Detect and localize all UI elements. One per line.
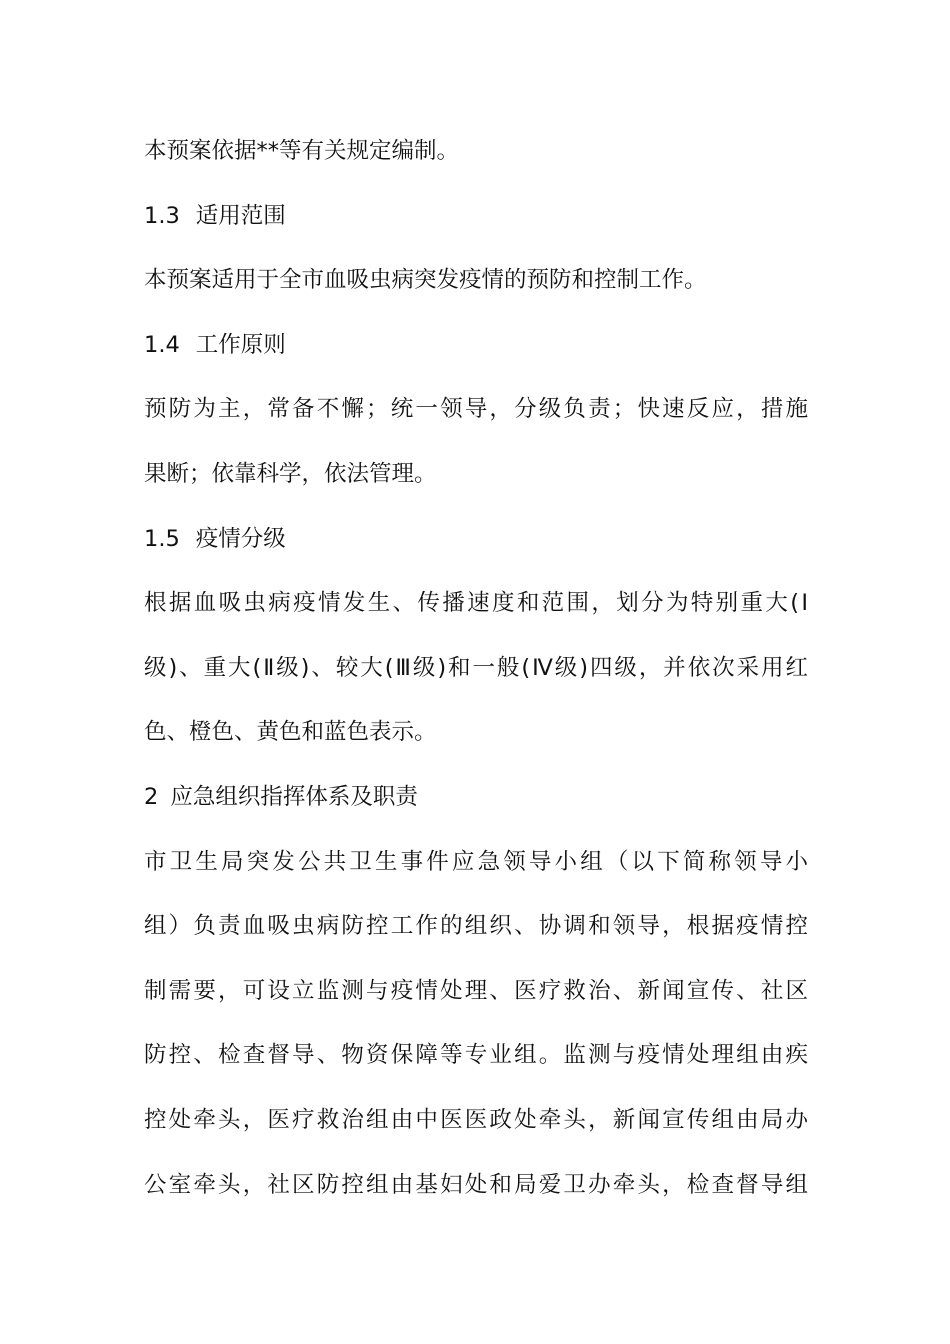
- paragraph-grading-line: 根据血吸虫病疫情发生、传播速度和范围，划分为特别重大(Ⅰ: [144, 590, 808, 617]
- paragraph-grading-line: 色、橙色、黄色和蓝色表示。: [144, 719, 437, 746]
- heading-title: 疫情分级: [195, 525, 286, 552]
- paragraph-basis: 本预案依据**等有关规定编制。: [144, 138, 460, 164]
- paragraph-org-line: 市卫生局突发公共卫生事件应急领导小组（以下简称领导小: [144, 848, 808, 875]
- heading-title: 应急组织指挥体系及职责: [170, 783, 418, 810]
- paragraph-principles-line: 果断；依靠科学，依法管理。: [144, 460, 437, 487]
- heading-title: 适用范围: [195, 202, 286, 229]
- paragraph-org-line: 公室牵头，社区防控组由基妇处和局爱卫办牵头，检查督导组: [144, 1171, 808, 1198]
- heading-1-5: [144, 507, 808, 572]
- heading-number: 1.4: [144, 331, 180, 358]
- heading-title: 工作原则: [195, 331, 286, 358]
- paragraph-scope: 本预案适用于全市血吸虫病突发疫情的预防和控制工作。: [144, 267, 707, 294]
- paragraph-org-line: 制需要，可设立监测与疫情处理、医疗救治、新闻宣传、社区: [144, 977, 808, 1004]
- paragraph-org-line: 防控、检查督导、物资保障等专业组。监测与疫情处理组由疾: [144, 1042, 808, 1069]
- heading-1-4: [144, 313, 808, 378]
- paragraph-grading-line: 级)、重大(Ⅱ级)、较大(Ⅲ级)和一般(Ⅳ级)四级，并依次采用红: [144, 654, 808, 681]
- heading-2: [144, 765, 808, 830]
- heading-number: 1.3: [144, 202, 180, 229]
- document-body: [144, 119, 808, 1217]
- heading-number: 2: [144, 783, 159, 810]
- heading-number: 1.5: [144, 525, 180, 552]
- heading-1-3: [144, 184, 808, 249]
- paragraph-org-line: 组）负责血吸虫病防控工作的组织、协调和领导，根据疫情控: [144, 913, 808, 940]
- paragraph-org-line: 控处牵头，医疗救治组由中医医政处牵头，新闻宣传组由局办: [144, 1106, 808, 1133]
- paragraph-principles-line: 预防为主，常备不懈；统一领导，分级负责；快速反应，措施: [144, 396, 808, 423]
